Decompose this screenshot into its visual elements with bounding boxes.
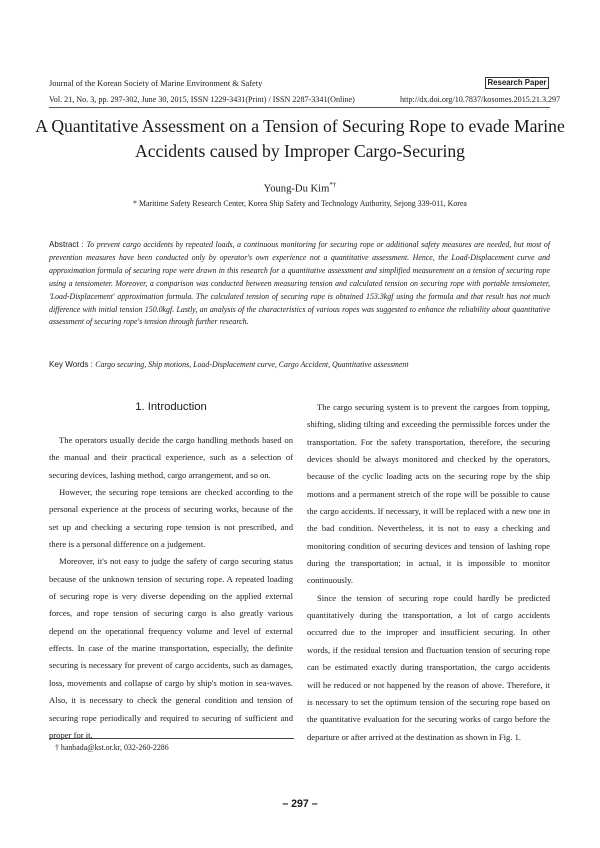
doi-link[interactable]: http://dx.doi.org/10.7837/kosomes.2015.21.3.297	[400, 95, 561, 104]
paragraph: The operators usually decide the cargo handling methods based on the manual and their practical experience, such as a selection of securing devices, lashing method, cargo arrangement, and so on.	[49, 435, 293, 480]
paragraph: The cargo securing system is to prevent the cargoes from topping, shifting, sliding tilting and exceeding the permissible forces under the transportation. For the safety transportation, therefore, the securing devices should be always monitored and checked by the operators, because of the cyclic loading acts on the securing rope by the ship motions and a permanent stretch of the rope will be possible to cause the cargo accidents. If necessary, it will be replaced with a new one in the bad condition. Nevertheless, it is not to easy a checking and monitoring condition of securing devices and tension of lashing rope during the transportation; in actual, it is impossible to monitor continuously.	[307, 402, 550, 586]
header-divider	[49, 107, 550, 108]
keywords	[49, 359, 550, 371]
paragraph: Moreover, it's not easy to judge the safety of cargo securing status because of the unknown tension of securing rope. A repeated loading of securing rope is very diverse depending on the applied external forces, and rope tension of securing cargo is also greatly various depend on the operational frequency volume and level of external effects. In case of the marine transportation, especially, the definite securing is necessary for prevent of cargo accidents, such as damages, loss, movements and collapse of cargo by ship's motion in sea-waves. Also, it is necessary to check the general condition and tension of securing rope periodically and required to securing of sufficient and proper for it.	[49, 556, 293, 740]
right-column	[307, 399, 550, 746]
volume-issue-info: Vol. 21, No. 3, pp. 297-302, June 30, 2015, ISSN 1229-3431(Print) / ISSN 2287-3341(Online)	[49, 95, 355, 104]
paragraph: However, the securing rope tensions are checked according to the personal experience at the process of securing works, because of the set up and checking a securing rope tension is not prescribed, and there is a personal difference on a judgement.	[49, 487, 293, 550]
abstract-label: Abstract :	[49, 240, 87, 249]
keywords-text: Cargo securing, Ship motions, Load-Displacement curve, Cargo Accident, Quantitative assessment	[95, 360, 409, 369]
paragraph: Since the tension of securing rope could hardly be predicted quantitatively during the transportation, a lot of cargo accidents occurred due to the improper and insufficient securing. In other words, if the residual tension and fluctuation tension of securing rope can be estimated exactly during transportation, the cargo accidents will be reduced or not happened by the reason of above. Therefore, it is necessary to set the optimum tension of the securing rope based on the quantitative evaluation for the securing works of cargo before the departure or after arrived at the destination as shown in Fig. 1.	[307, 592, 550, 742]
paper-title	[30, 114, 570, 164]
section-heading-introduction: 1. Introduction	[135, 401, 207, 413]
research-paper-badge: Research Paper	[485, 77, 549, 89]
left-column	[49, 432, 293, 744]
abstract	[49, 239, 550, 329]
abstract-text: To prevent cargo accidents by repeated loads, a continuous monitoring for securing rope or additional safety measures are needed, but most of prevention measures have been conducted only by operator's own experience not a quantitative assessment. Hence, the Load-Displacement curve and approximation formula of securing rope were drawn in this research for a quantitative assessment and simplified measurement on a tension of securing rope using a tensiometer. Moreover, a comparison was conducted between measuring tension and calculated tension on securing rope with portable tensiometer, 'Load-Displacement' approximation formula. The calculated tension of securing rope is obtained 153.3kgf using the formula and that result has not much difference with initial tension 150.0kgf. Lastly, an analysis of the characteristics of various ropes was suggested to enhance the reliability about quantitative assessment of securing rope's tension through further research.	[49, 240, 551, 327]
author-affiliation: * Maritime Safety Research Center, Korea Ship Safety and Technology Authority, Sejong 339-011, Korea	[133, 199, 467, 208]
journal-name: Journal of the Korean Society of Marine Environment & Safety	[49, 79, 263, 88]
footnote-contact: † hanbada@kst.or.kr, 032-260-2286	[55, 743, 169, 752]
title-line-2: Accidents caused by Improper Cargo-Securing	[135, 141, 465, 161]
keywords-label: Key Words :	[49, 360, 96, 369]
footnote-divider	[49, 738, 294, 739]
page-number: – 297 –	[282, 798, 318, 810]
author-name: Young-Du Kim	[263, 183, 330, 195]
author-mark: *†	[329, 181, 337, 189]
author	[30, 179, 570, 196]
title-line-1: A Quantitative Assessment on a Tension of Securing Rope to evade Marine	[35, 116, 565, 136]
